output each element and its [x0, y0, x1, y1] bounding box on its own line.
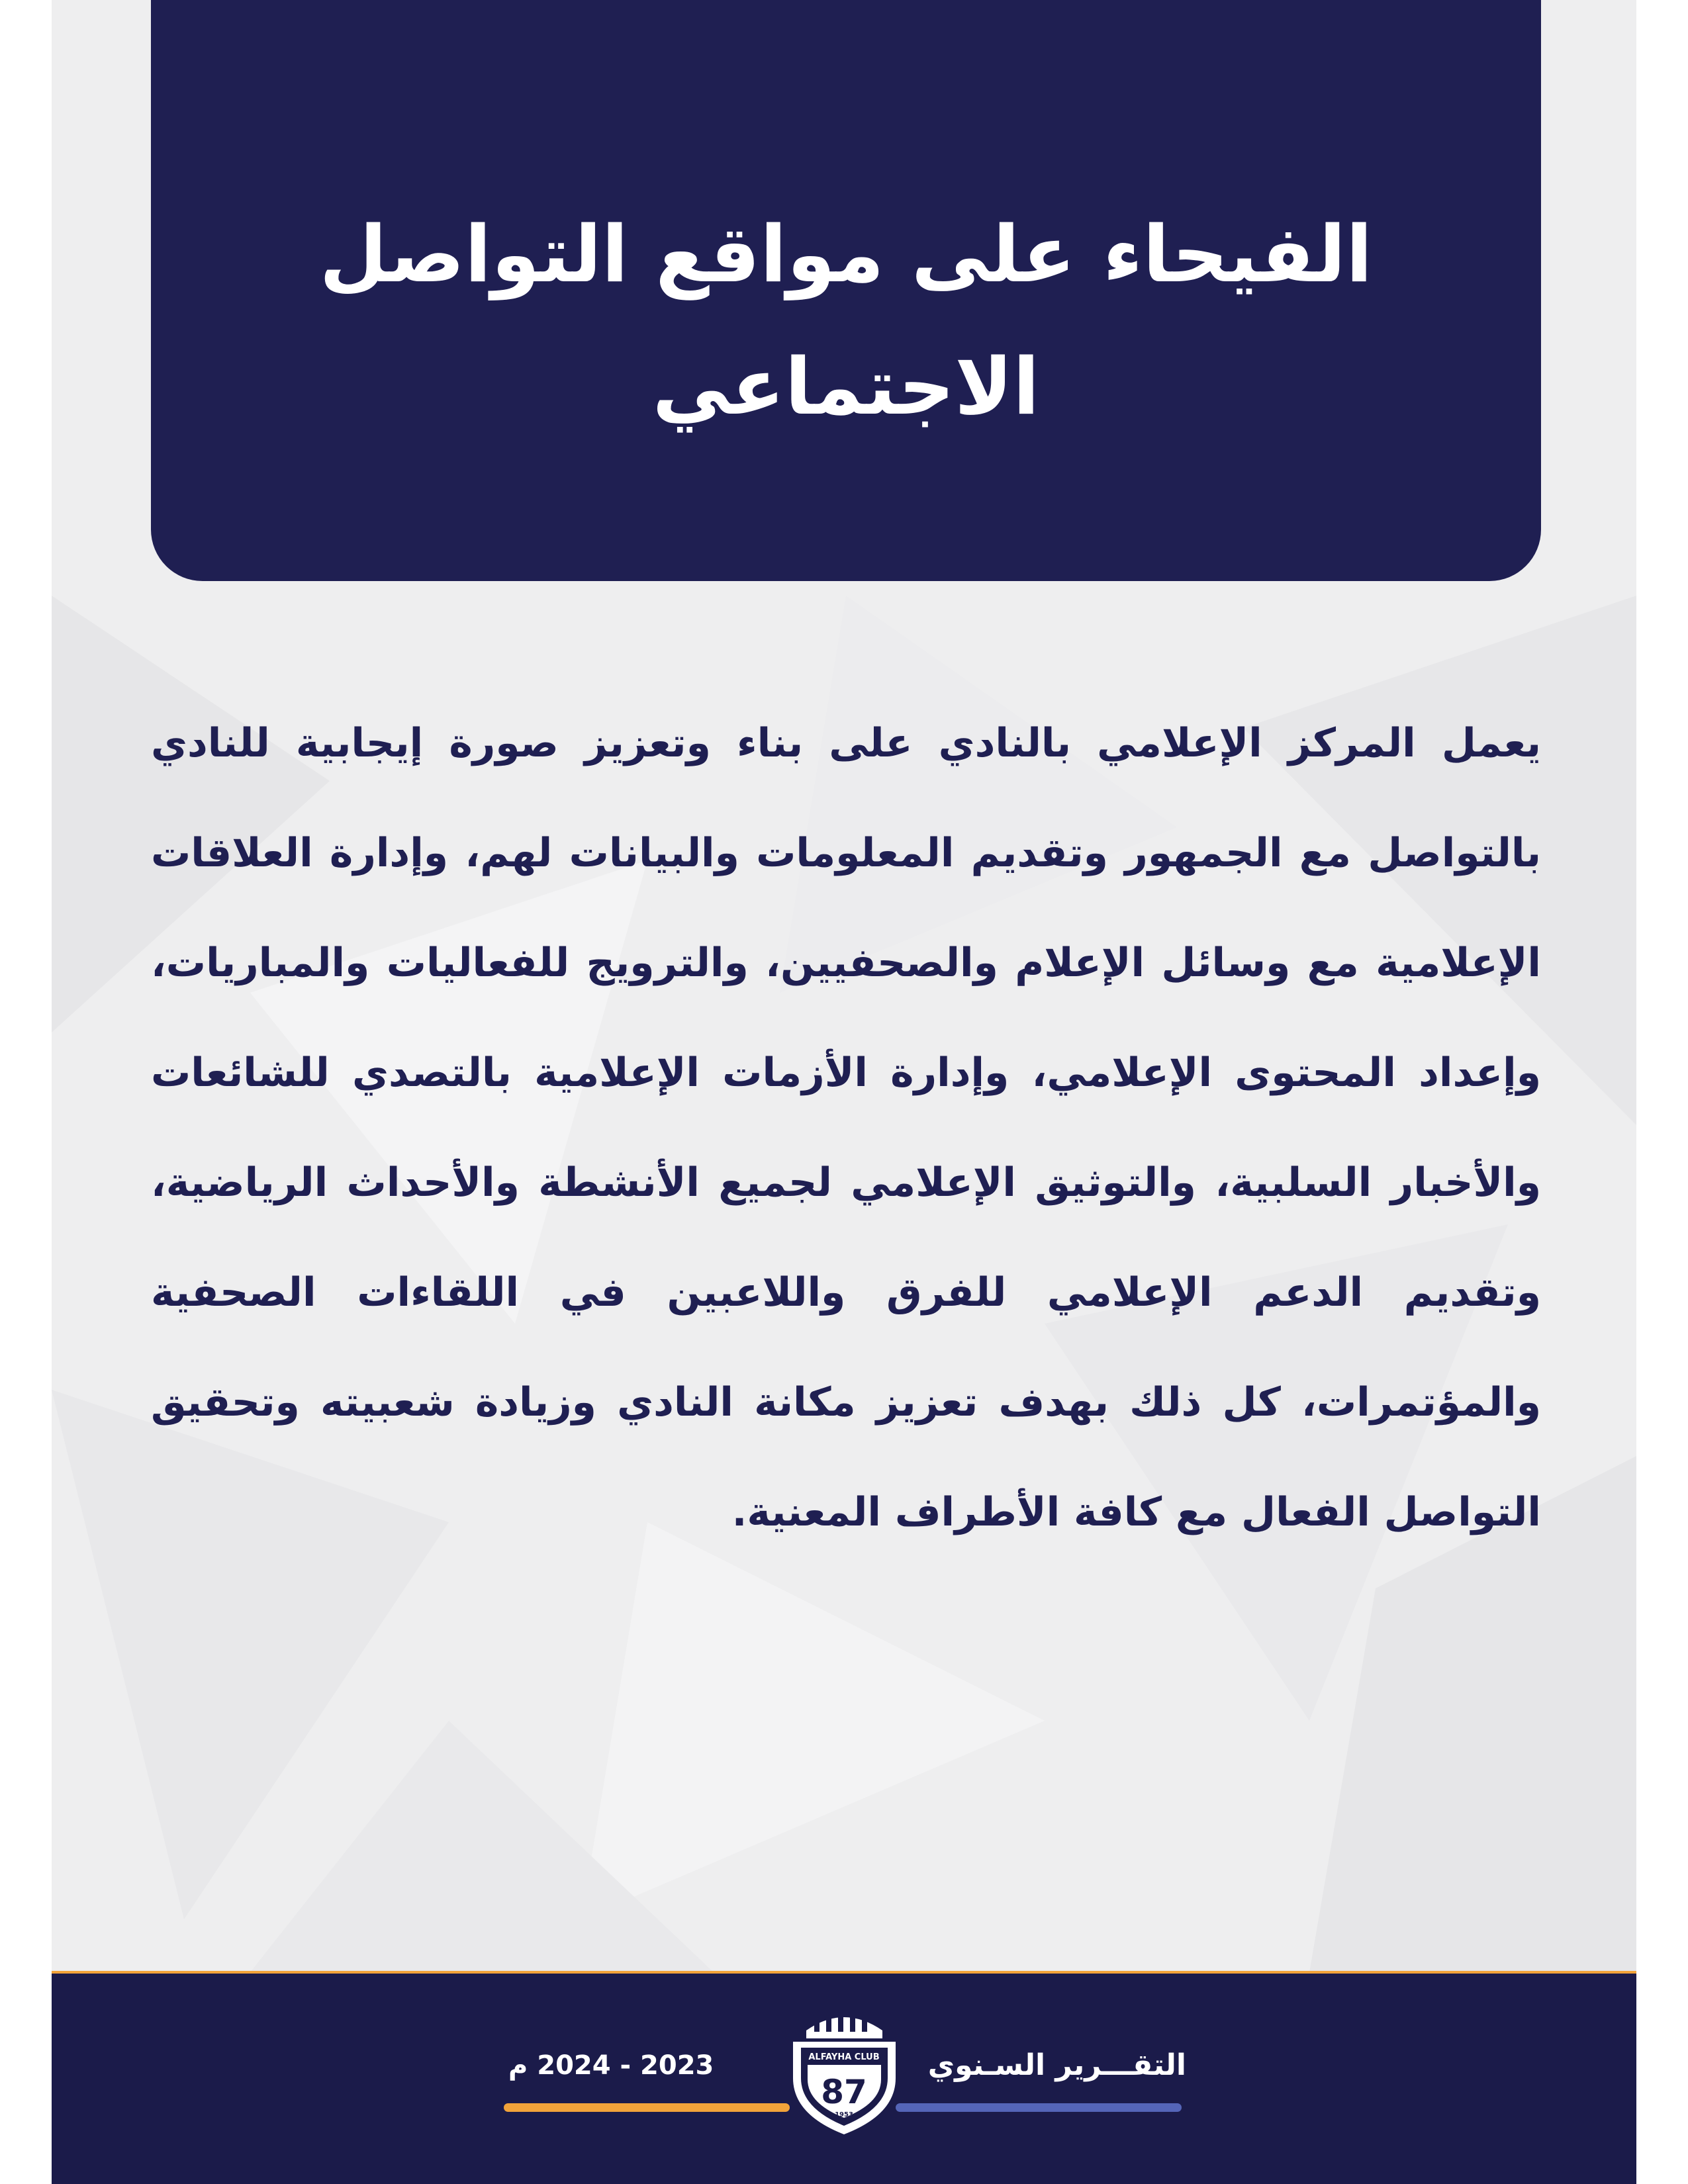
logo-year: 1953 [835, 2111, 853, 2118]
body-paragraph: يعمل المركز الإعلامي بالنادي على بناء وتعزيز صورة إيجابية للنادي بالتواصل مع الجمهور وتقديم المعلومات والبيانات لهم، وإدارة العلاقات الإعلامية مع وسائل الإعلام والصحفيين، والترويج للفعاليات والمباريات، وإعداد المحتوى الإعلامي، وإدارة الأزمات الإعلامية بالتصدي للشائعات والأخبار السلبية، والتوثيق الإعلامي لجميع الأنشطة والأحداث الرياضية، وتقديم الدعم الإعلامي للفرق واللاعبين في اللقاءات الصحفية والمؤتمرات، كل ذلك بهدف تعزيز مكانة النادي وزيادة شعبيته وتحقيق التواصل الفعال مع كافة الأطراف المعنية. [151, 720, 1541, 1535]
footer-orange-bar [504, 2103, 790, 2112]
report-year-label: 2023 - 2024 م [508, 2050, 714, 2081]
page-title: الفيحاء على مواقع التواصل الاجتماعي [319, 208, 1373, 432]
logo-number: 87 [821, 2073, 867, 2111]
annual-report-label: التقـــرير السـنوي [927, 2048, 1186, 2082]
title-banner [151, 0, 1541, 581]
report-page [52, 0, 1636, 2184]
footer-blue-bar [896, 2103, 1182, 2112]
club-logo-icon [786, 2005, 902, 2138]
logo-latin-name: ALFAYHA CLUB [808, 2052, 880, 2062]
